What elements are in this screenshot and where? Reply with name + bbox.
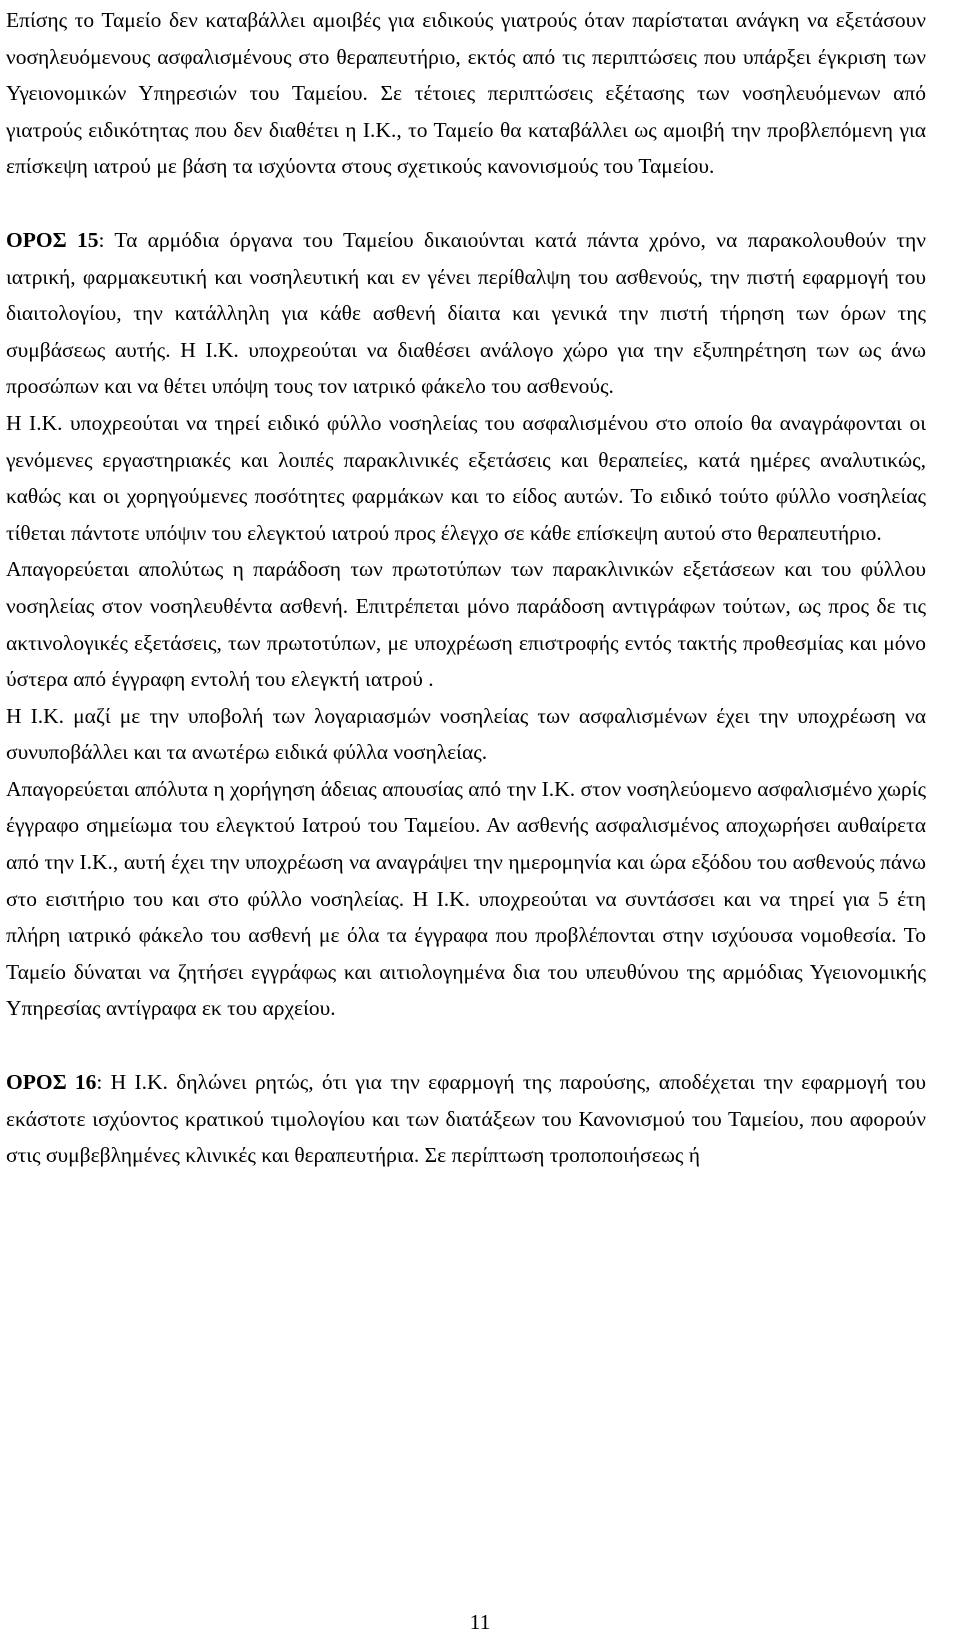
- term-15-text: : Τα αρμόδια όργανα του Ταμείου δικαιούνται κατά πάντα χρόνο, να παρακολουθούν την ιατρική, φαρμακευτική και νοσηλευτική και εν γένει περίθαλψη του ασθενούς, την πιστή εφαρμογή του διαιτολογίου, την κατάλληλη για κάθε ασθενή δίαιτα και γενικά την πιστή τήρηση των όρων της συμβάσεως αυτής. Η Ι.Κ. υποχρεούται να διαθέσει ανάλογο χώρο για την εξυπηρέτηση των ως άνω προσώπων και να θέτει υπόψη τους τον ιατρικό φάκελο του ασθενούς.: [6, 227, 926, 399]
- document-page: [6, 2, 926, 1174]
- paragraph-spacer: [6, 185, 926, 222]
- term-16-paragraph: [6, 1064, 926, 1174]
- term-15-label: ΟΡΟΣ 15: [6, 227, 99, 252]
- term-15-paragraph-5: Απαγορεύεται απόλυτα η χορήγηση άδειας απουσίας από την Ι.Κ. στον νοσηλεύομενο ασφαλισμένο χωρίς έγγραφο σημείωμα του ελεγκτού Ιατρού του Ταμείου. Αν ασθενής ασφαλισμένος αποχωρήσει αυθαίρετα από την Ι.Κ., αυτή έχει την υποχρέωση να αναγράψει την ημερομηνία και ώρα εξόδου του ασθενούς πάνω στο εισιτήριο του και στο φύλλο νοσηλείας. Η Ι.Κ. υποχρεούται να συντάσσει και να τηρεί για 5 έτη πλήρη ιατρικό φάκελο του ασθενή με όλα τα έγγραφα που προβλέπονται στην ισχύουσα νομοθεσία. Το Ταμείο δύναται να ζητήσει εγγράφως και αιτιολογημένα δια του υπευθύνου της αρμόδιας Υγειονομικής Υπηρεσίας αντίγραφα εκ του αρχείου.: [6, 776, 926, 1021]
- term-16-label: ΟΡΟΣ 16: [6, 1070, 97, 1095]
- term-15-paragraph-4: Η Ι.Κ. μαζί με την υποβολή των λογαριασμών νοσηλείας των ασφαλισμένων έχει την υποχρέωση να συνυποβάλλει και τα ανωτέρω ειδικά φύλλα νοσηλείας.: [6, 703, 926, 765]
- page-number: 11: [469, 1610, 491, 1634]
- term-15-paragraph-3: Απαγορεύεται απολύτως η παράδοση των πρωτοτύπων των παρακλινικών εξετάσεων και του φύλλου νοσηλείας στον νοσηλευθέντα ασθενή. Επιτρέπεται μόνο παράδοση αντιγράφων τούτων, ως προς δε τις ακτινολογικές εξετάσεις, των πρωτοτύπων, με υποχρέωση επιστροφής εντός τακτής προθεσμίας και μόνο ύστερα από έγγραφη εντολή του ελεγκτή ιατρού .: [6, 557, 926, 692]
- term-15-paragraph-2: Η Ι.Κ. υποχρεούται να τηρεί ειδικό φύλλο νοσηλείας του ασφαλισμένου στο οποίο θα αναγράφονται οι γενόμενες εργαστηριακές και λοιπές παρακλινικές εξετάσεις και θεραπείες, κατά ημέρες αναλυτικώς, καθώς και οι χορηγούμενες ποσότητες φαρμάκων και το είδος αυτών. Το ειδικό τούτο φύλλο νοσηλείας τίθεται πάντοτε υπόψιν του ελεγκτού ιατρού προς έλεγχο σε κάθε επίσκεψη αυτού στο θεραπευτήριο.: [6, 410, 926, 545]
- term-15-paragraph: [6, 222, 926, 405]
- paragraph-spacer: [6, 1027, 926, 1064]
- intro-paragraph: Επίσης το Ταμείο δεν καταβάλλει αμοιβές για ειδικούς γιατρούς όταν παρίσταται ανάγκη να εξετάσουν νοσηλευόμενους ασφαλισμένους στο θεραπευτήριο, εκτός από τις περιπτώσεις που υπάρξει έγκριση των Υγειονομικών Υπηρεσιών του Ταμείου. Σε τέτοιες περιπτώσεις εξέτασης των νοσηλευόμενων από γιατρούς ειδικότητας που δεν διαθέτει η Ι.Κ., το Ταμείο θα καταβάλλει ως αμοιβή την προβλεπόμενη για επίσκεψη ιατρού με βάση τα ισχύοντα στους σχετικούς κανονισμούς του Ταμείου.: [6, 8, 926, 179]
- term-16-text: : Η Ι.Κ. δηλώνει ρητώς, ότι για την εφαρμογή της παρούσης, αποδέχεται την εφαρμογή του εκάστοτε ισχύοντος κρατικού τιμολογίου και των διατάξεων του Κανονισμού του Ταμείου, που αφορούν στις συμβεβλημένες κλινικές και θεραπευτήρια. Σε περίπτωση τροποποιήσεως ή: [6, 1070, 926, 1168]
